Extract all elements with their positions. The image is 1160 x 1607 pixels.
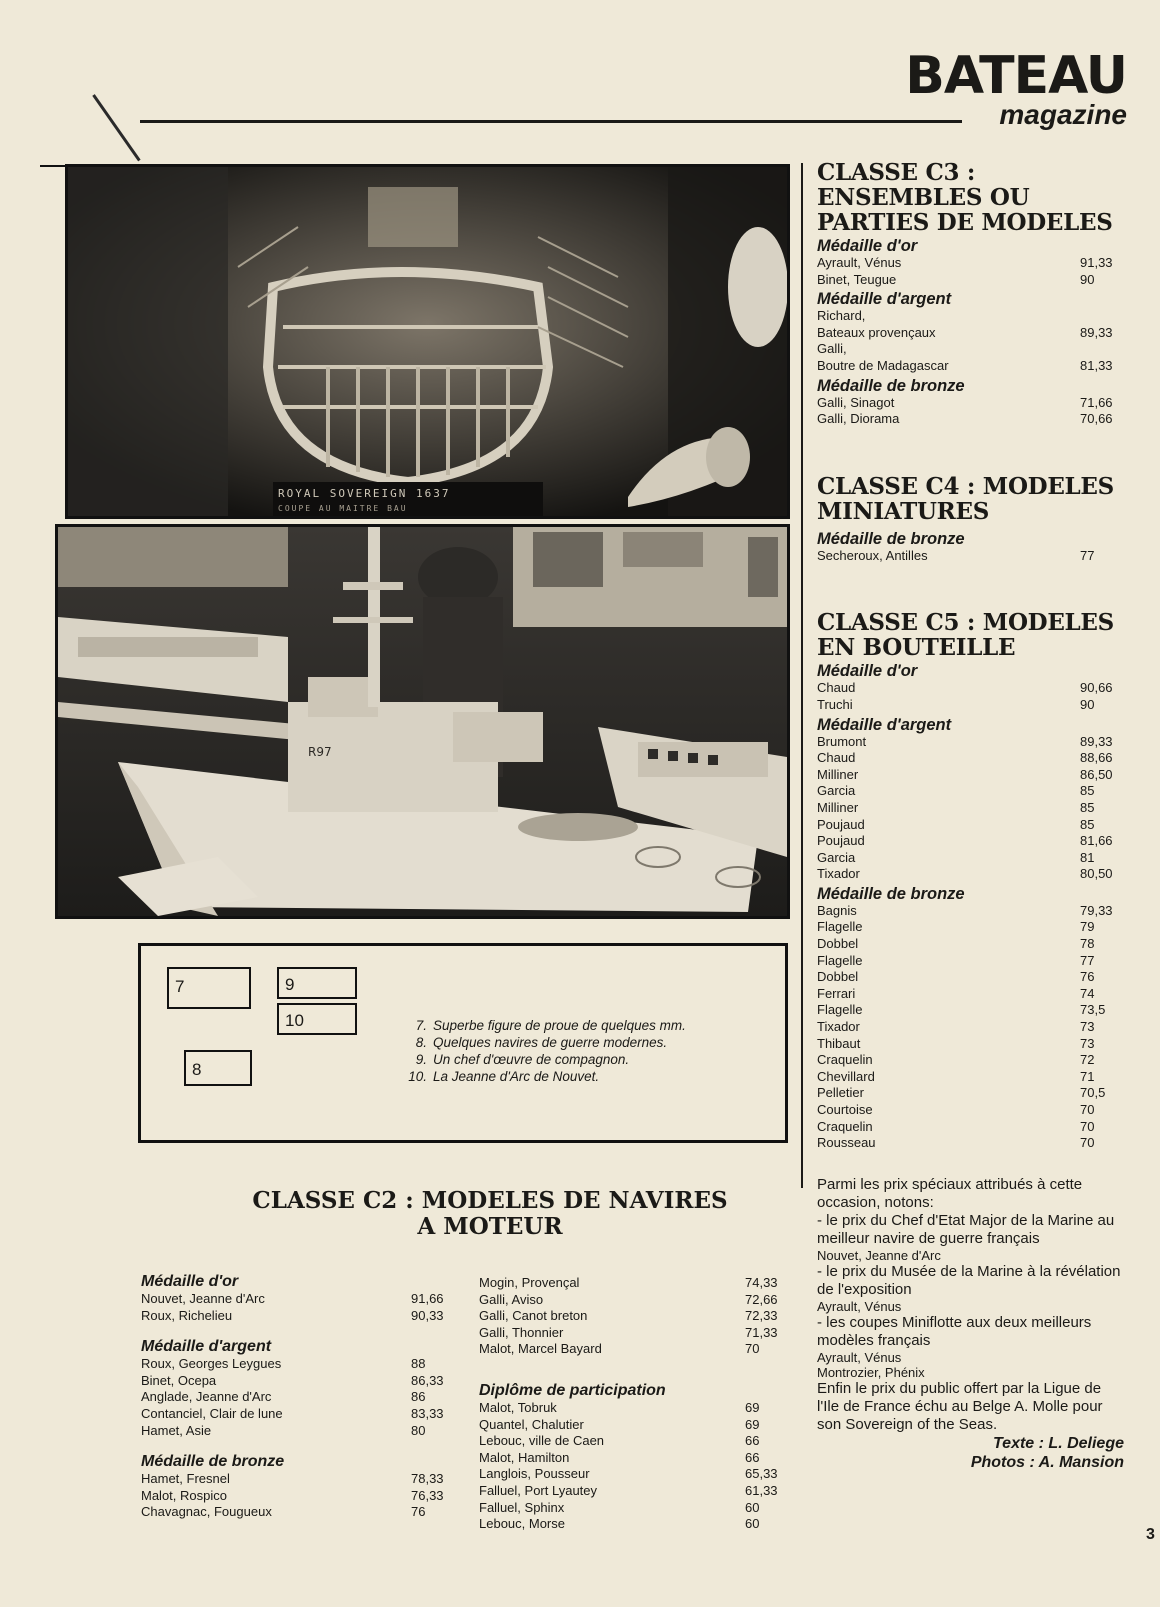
entry-name: Anglade, Jeanne d'Arc	[141, 1389, 272, 1405]
entry-score: 86,33	[411, 1372, 444, 1388]
entry-name: Falluel, Sphinx	[479, 1499, 565, 1515]
entry-score: 61,33	[745, 1482, 778, 1498]
entry-name: Poujaud	[817, 833, 865, 849]
entry-name: Falluel, Port Lyautey	[479, 1482, 598, 1498]
result-entry	[141, 1504, 451, 1521]
legend-box-7: 7	[167, 967, 251, 1009]
result-entry	[141, 1423, 451, 1440]
entry-name: Malot, Hamilton	[479, 1449, 570, 1465]
entry-name: Milliner	[817, 799, 859, 815]
entry-name: Binet, Ocepa	[141, 1372, 217, 1388]
entry-score: 73	[1080, 1019, 1095, 1035]
entry-name: Malot, Tobruk	[479, 1399, 557, 1415]
result-entry	[817, 936, 1124, 953]
legend-box-8: 8	[184, 1050, 252, 1086]
result-entry	[479, 1500, 785, 1517]
entry-name: Contanciel, Clair de lune	[141, 1405, 283, 1421]
entry-score: 91,66	[411, 1291, 444, 1306]
result-entry	[479, 1417, 785, 1434]
special-winner: Ayrault, Vénus	[817, 1349, 902, 1365]
entry-score: 73,5	[1080, 1002, 1106, 1018]
entry-score: 66	[745, 1433, 760, 1449]
entry-name: Garcia	[817, 849, 856, 865]
caption-number: 9.	[415, 1052, 427, 1067]
entry-name: Flagelle	[817, 919, 863, 935]
c2-table-right	[479, 1275, 785, 1533]
caption-row	[399, 1034, 686, 1051]
result-entry	[817, 255, 1124, 272]
special-closing: Enfin le prix du public offert par la Ligue de l'Ile de France échu au Belge A. Molle pour son Sovereign of the Seas.	[817, 1379, 1103, 1433]
entry-name: Tixador	[817, 866, 860, 882]
entry-name: Tixador	[817, 1019, 860, 1035]
entry-name: Thibaut	[817, 1035, 861, 1051]
class-c3-title-line: CLASSE C3 :	[817, 159, 976, 186]
entry-score: 74,33	[745, 1275, 778, 1290]
result-entry	[817, 800, 1124, 817]
entry-score: 71,33	[745, 1324, 778, 1340]
entry-name: Garcia	[817, 783, 856, 799]
medal-gold-heading: Médaille d'or	[141, 1273, 239, 1290]
entry-score: 79,33	[1080, 902, 1113, 918]
result-entry	[817, 866, 1124, 883]
result-entry	[817, 1019, 1124, 1036]
masthead	[877, 46, 1127, 130]
result-entry	[817, 919, 1124, 936]
entry-name: Richard,	[817, 308, 866, 324]
page-number: 3	[1146, 1526, 1155, 1543]
entry-score: 70,66	[1080, 411, 1113, 427]
special-prize: - le prix du Musée de la Marine à la révélation de l'exposition	[817, 1262, 1121, 1298]
entry-name: Milliner	[817, 766, 859, 782]
medal-diploma-heading: Diplôme de participation	[479, 1381, 666, 1399]
entry-score: 60	[745, 1516, 760, 1532]
result-entry	[817, 1052, 1124, 1069]
entry-name: Roux, Richelieu	[141, 1307, 233, 1323]
entry-name: Rousseau	[817, 1135, 876, 1151]
medal-silver-heading: Médaille d'argent	[817, 290, 952, 309]
entry-name: Dobbel	[817, 969, 859, 985]
result-entry	[817, 750, 1124, 767]
result-entry	[479, 1483, 785, 1500]
result-entry	[817, 833, 1124, 850]
entry-name: Craquelin	[817, 1052, 873, 1068]
caption-row	[399, 1051, 686, 1068]
medal-bronze-heading: Médaille de bronze	[817, 529, 965, 548]
entry-score: 78	[1080, 936, 1095, 952]
entry-score: 70	[1080, 1135, 1095, 1151]
medal-bronze-heading: Médaille de bronze	[141, 1453, 285, 1471]
result-entry	[817, 953, 1124, 970]
result-entry	[817, 1102, 1124, 1119]
entry-name: Chevillard	[817, 1068, 875, 1084]
special-prize: - les coupes Miniflotte aux deux meilleurs modèles français	[817, 1313, 1092, 1349]
class-c4-section	[817, 474, 1124, 565]
result-entry	[817, 680, 1124, 697]
entry-score: 83,33	[411, 1405, 444, 1421]
legend-box-10: 10	[277, 1003, 357, 1035]
special-prize: - le prix du Chef d'Etat Major de la Marine au meilleur navire de guerre français	[817, 1211, 1115, 1247]
magazine-title: BATEAU	[905, 46, 1127, 106]
class-c3-title-line: PARTIES DE MODELES	[817, 209, 1113, 236]
medal-silver-heading: Médaille d'argent	[817, 715, 952, 734]
medal-bronze-heading: Médaille de bronze	[817, 376, 965, 395]
class-c3-title-line: ENSEMBLES OU	[817, 184, 1030, 211]
entry-score: 76	[411, 1504, 426, 1520]
entry-score: 70	[745, 1341, 760, 1357]
entry-score: 69	[745, 1416, 760, 1432]
entry-score	[1080, 308, 1124, 325]
photo-warship-models	[55, 524, 790, 919]
entry-name: Chavagnac, Fougueux	[141, 1504, 272, 1520]
class-c3-section	[817, 160, 1124, 428]
entry-name: Quantel, Chalutier	[479, 1416, 584, 1432]
result-entry	[817, 411, 1124, 428]
entry-name: Chaud	[817, 750, 856, 766]
entry-score: 65,33	[745, 1466, 778, 1482]
result-entry	[479, 1400, 785, 1417]
entry-score: 70	[1080, 1102, 1095, 1117]
caption-number: 7.	[415, 1018, 427, 1033]
entry-score: 90	[1080, 271, 1095, 287]
entry-score: 91,33	[1080, 255, 1113, 270]
result-entry	[817, 325, 1124, 342]
special-winner: Montrozier, Phénix	[817, 1364, 925, 1380]
result-entry	[817, 308, 1124, 325]
caption-text: La Jeanne d'Arc de Nouvet.	[433, 1069, 600, 1084]
result-entry	[817, 1069, 1124, 1086]
entry-name: Hamet, Asie	[141, 1422, 212, 1438]
hull-number: R97	[308, 745, 332, 759]
result-entry	[817, 272, 1124, 289]
result-entry	[479, 1308, 785, 1325]
entry-score: 71	[1080, 1068, 1095, 1084]
entry-score: 72,66	[745, 1291, 778, 1307]
entry-score: 78,33	[411, 1471, 444, 1487]
credit-photos: Photos : A. Mansion	[970, 1453, 1124, 1471]
special-winner: Nouvet, Jeanne d'Arc	[817, 1247, 941, 1263]
entry-score: 66	[745, 1449, 760, 1465]
c2-table-left	[141, 1273, 451, 1521]
result-entry	[817, 783, 1124, 800]
antenna-graphic	[92, 94, 140, 161]
credit-text: Texte : L. Deliege	[993, 1434, 1124, 1452]
entry-name: Malot, Marcel Bayard	[479, 1341, 602, 1357]
caption-number: 8.	[415, 1035, 427, 1050]
entry-score: 81	[1080, 849, 1095, 865]
result-entry	[817, 548, 1124, 565]
photo-leader-line	[40, 165, 66, 167]
result-entry	[141, 1356, 451, 1373]
header-rule	[140, 120, 962, 123]
entry-score: 85	[1080, 783, 1095, 799]
entry-name: Ferrari	[817, 985, 856, 1001]
entry-score: 88,66	[1080, 750, 1113, 766]
entry-score: 90,33	[411, 1307, 444, 1323]
entry-name: Galli,	[817, 341, 847, 357]
result-entry	[479, 1466, 785, 1483]
result-entry	[141, 1406, 451, 1423]
entry-name: Mogin, Provençal	[479, 1275, 580, 1290]
entry-score	[1080, 341, 1124, 358]
result-entry	[479, 1341, 785, 1358]
entry-name: Galli, Aviso	[479, 1291, 544, 1307]
result-entry	[817, 817, 1124, 834]
entry-score: 76,33	[411, 1487, 444, 1503]
plaque-label: ROYAL SOVEREIGN 1637	[278, 487, 451, 500]
entry-score: 89,33	[1080, 733, 1113, 749]
entry-name: Binet, Teugue	[817, 271, 897, 287]
entry-score: 60	[745, 1499, 760, 1515]
medal-silver-heading: Médaille d'argent	[141, 1338, 272, 1356]
entry-name: Galli, Thonnier	[479, 1324, 564, 1340]
medal-bronze-heading: Médaille de bronze	[817, 884, 965, 903]
medal-gold-heading: Médaille d'or	[817, 662, 918, 681]
magazine-subtitle: magazine	[999, 99, 1127, 130]
result-entry	[817, 767, 1124, 784]
entry-score: 72,33	[745, 1308, 778, 1324]
result-entry	[817, 1002, 1124, 1019]
class-c4-title-line: MINIATURES	[817, 497, 990, 525]
entry-name: Dobbel	[817, 936, 859, 952]
entry-score: 90	[1080, 696, 1095, 712]
legend-box-9: 9	[277, 967, 357, 999]
entry-name: Bateaux provençaux	[817, 324, 936, 340]
entry-name: Secheroux, Antilles	[817, 547, 928, 563]
result-entry	[817, 395, 1124, 412]
entry-score: 86,50	[1080, 766, 1113, 782]
result-entry	[141, 1291, 451, 1308]
entry-score: 69	[745, 1399, 760, 1415]
class-c4-title-line: CLASSE C4 : MODELES	[817, 472, 1114, 500]
entry-score: 80	[411, 1422, 426, 1438]
entry-score: 89,33	[1080, 324, 1113, 340]
entry-score: 85	[1080, 816, 1095, 832]
result-entry	[479, 1325, 785, 1342]
result-entry	[479, 1516, 785, 1533]
entry-score: 77	[1080, 547, 1095, 563]
special-prizes-section	[817, 1176, 1124, 1472]
result-entry	[817, 358, 1124, 375]
medal-gold-heading: Médaille d'or	[817, 237, 918, 255]
entry-name: Lebouc, Morse	[479, 1516, 565, 1532]
entry-name: Lebouc, ville de Caen	[479, 1433, 605, 1449]
result-entry	[141, 1389, 451, 1406]
entry-score: 70	[1080, 1118, 1095, 1134]
entry-name: Courtoise	[817, 1102, 873, 1117]
entry-score: 76	[1080, 969, 1095, 985]
result-entry	[817, 1036, 1124, 1053]
result-entry	[141, 1373, 451, 1390]
result-entry	[817, 850, 1124, 867]
entry-score: 73	[1080, 1035, 1095, 1051]
result-entry	[479, 1275, 785, 1292]
result-entry	[479, 1433, 785, 1450]
class-c5-section	[817, 610, 1124, 1151]
column-rule	[801, 163, 803, 1188]
entry-name: Roux, Georges Leygues	[141, 1356, 282, 1372]
entry-score: 86	[411, 1389, 426, 1405]
entry-name: Malot, Rospico	[141, 1487, 227, 1503]
entry-name: Brumont	[817, 733, 867, 749]
entry-name: Flagelle	[817, 1002, 863, 1018]
entry-score: 79	[1080, 919, 1095, 935]
photo-royal-sovereign	[65, 164, 790, 519]
caption-text: Quelques navires de guerre modernes.	[433, 1035, 668, 1050]
result-entry	[479, 1292, 785, 1309]
result-entry	[817, 1119, 1124, 1136]
caption-text: Superbe figure de proue de quelques mm.	[433, 1018, 686, 1033]
entry-score: 77	[1080, 952, 1095, 968]
entry-name: Hamet, Fresnel	[141, 1471, 230, 1487]
entry-name: Boutre de Madagascar	[817, 357, 949, 373]
entry-score: 74	[1080, 985, 1095, 1001]
entry-score: 81,33	[1080, 357, 1113, 373]
entry-name: Langlois, Pousseur	[479, 1466, 590, 1482]
results-right-column	[817, 160, 1124, 1472]
result-entry	[817, 986, 1124, 1003]
class-c5-title-line: EN BOUTEILLE	[817, 634, 1016, 662]
caption-text: Un chef d'œuvre de compagnon.	[433, 1052, 630, 1067]
entry-name: Craquelin	[817, 1118, 873, 1134]
entry-name: Truchi	[817, 696, 853, 712]
entry-name: Poujaud	[817, 816, 865, 832]
entry-name: Bagnis	[817, 902, 857, 918]
entry-score: 71,66	[1080, 394, 1113, 410]
entry-score: 90,66	[1080, 680, 1113, 696]
entry-score: 88	[411, 1356, 426, 1372]
class-c2-title-line: CLASSE C2 : MODELES DE NAVIRES	[252, 1187, 728, 1214]
result-entry	[817, 734, 1124, 751]
result-entry	[817, 1085, 1124, 1102]
result-entry	[141, 1308, 451, 1325]
class-c5-title-line: CLASSE C5 : MODELES	[817, 609, 1114, 637]
result-entry	[817, 697, 1124, 714]
special-intro: Parmi les prix spéciaux attribués à cette occasion, notons:	[817, 1175, 1083, 1211]
caption-row	[399, 1068, 686, 1085]
entry-score: 85	[1080, 799, 1095, 815]
entry-name: Ayrault, Vénus	[817, 255, 902, 270]
class-c2-title	[240, 1188, 740, 1240]
entry-score: 72	[1080, 1052, 1095, 1068]
result-entry	[141, 1471, 451, 1488]
caption-number: 10.	[408, 1069, 427, 1084]
entry-score: 80,50	[1080, 866, 1113, 882]
result-entry	[817, 903, 1124, 920]
class-c2-title-line: A MOTEUR	[417, 1213, 563, 1240]
entry-name: Nouvet, Jeanne d'Arc	[141, 1291, 265, 1306]
entry-name: Flagelle	[817, 952, 863, 968]
photo-legend	[138, 943, 788, 1143]
caption-row	[399, 1017, 686, 1034]
result-entry	[817, 341, 1124, 358]
result-entry	[817, 1135, 1124, 1152]
entry-name: Galli, Sinagot	[817, 394, 895, 410]
result-entry	[479, 1450, 785, 1467]
legend-captions	[399, 1017, 686, 1085]
entry-name: Galli, Canot breton	[479, 1308, 588, 1324]
result-entry	[141, 1488, 451, 1505]
entry-name: Pelletier	[817, 1085, 864, 1101]
result-entry	[817, 969, 1124, 986]
plaque-sublabel: COUPE AU MAITRE BAU	[278, 504, 408, 513]
special-winner: Ayrault, Vénus	[817, 1298, 902, 1314]
entry-score: 81,66	[1080, 833, 1113, 849]
entry-score: 70,5	[1080, 1085, 1106, 1101]
entry-name: Chaud	[817, 680, 856, 696]
entry-name: Galli, Diorama	[817, 411, 900, 427]
